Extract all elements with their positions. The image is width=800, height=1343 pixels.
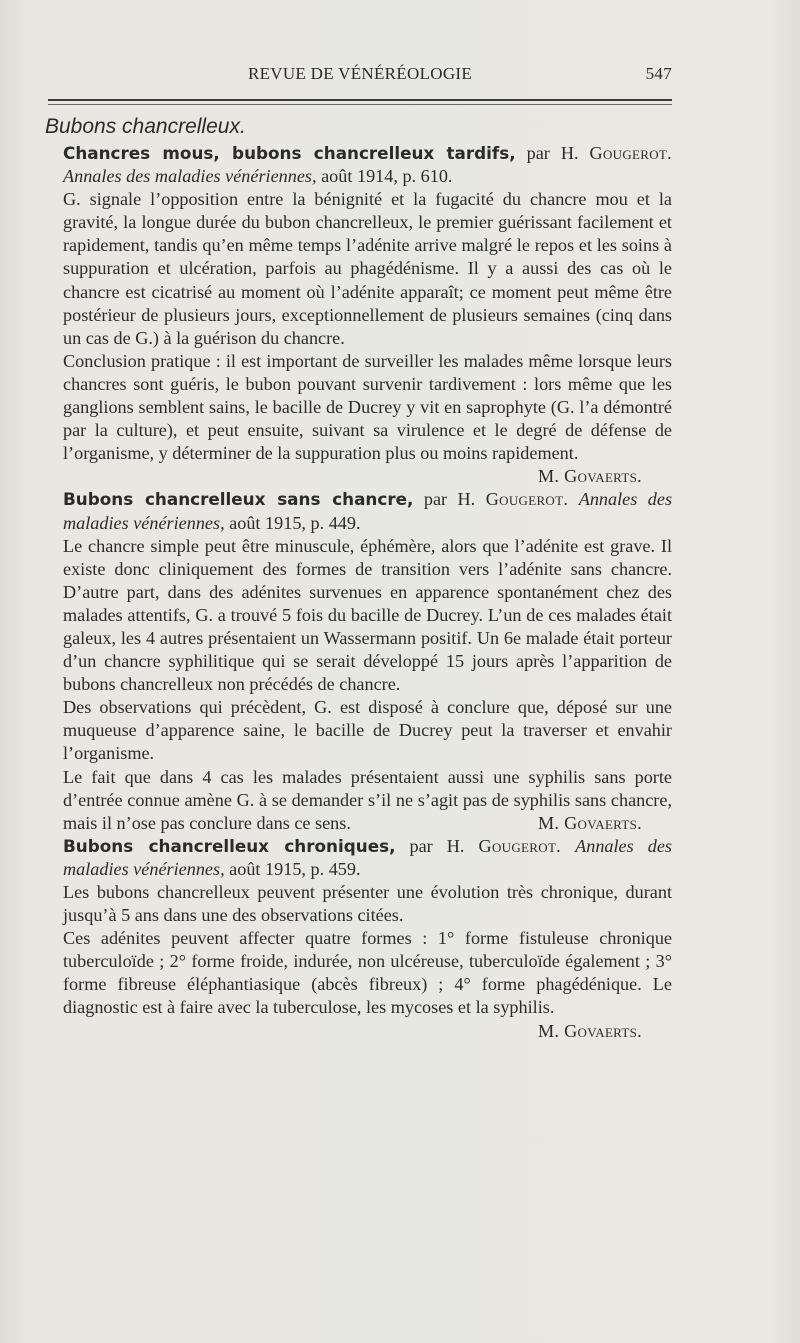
article-2-date: août 1915, p. 449. xyxy=(229,512,361,533)
header-rule-thin xyxy=(48,104,672,105)
article-3-date: août 1915, p. 459. xyxy=(229,858,361,879)
page-number: 547 xyxy=(645,64,672,83)
article-3-paragraph-2-text: Ces adénites peuvent affecter quatre formes : 1° forme fistuleuse chronique tuberculoïde ; 2° forme froide, indurée, non ulcéreuse, tuberculoïde également ; 3° forme fibreuse éléphantiasique (abcès fibreux) ; 4° forme phagédénique. Le diagnostic est à faire avec la tuberculose, les mycoses et la syphilis. xyxy=(63,928,672,1018)
article-2-citation xyxy=(63,488,672,534)
article-1-author: Gougerot. xyxy=(589,143,673,163)
article-1 xyxy=(63,142,672,488)
running-head xyxy=(48,64,672,88)
journal-title: REVUE DE VÉNÉRÉOLOGIE xyxy=(247,64,473,83)
article-3-author: Gougerot. xyxy=(478,835,562,856)
article-2-paragraph-3 xyxy=(63,766,672,835)
article-2-title: Bubons chancrelleux sans chancre, xyxy=(63,489,414,510)
article-1-by: par H. xyxy=(526,143,579,163)
article-3-signature: M. Govaerts. xyxy=(537,1020,642,1041)
article-2-paragraph-2: Des observations qui précèdent, G. est disposé à conclure que, déposé sur une muqueuse d’apparence saine, le bacille de Ducrey peut la traverser et envahir l’organisme. xyxy=(63,697,672,764)
section-title: Bubons chancrelleux. xyxy=(45,115,246,138)
article-2-signature: M. Govaerts. xyxy=(537,812,642,833)
article-1-title: Chancres mous, bubons chancrelleux tardifs, xyxy=(63,143,516,163)
article-3-by: par H. xyxy=(409,835,465,856)
article-1-signature: M. Govaerts. xyxy=(537,466,642,487)
article-1-citation xyxy=(63,142,672,188)
article-2 xyxy=(63,488,672,834)
article-3-paragraph-2 xyxy=(63,927,672,1041)
header-rule xyxy=(48,99,672,101)
article-1-journal: Annales des maladies vénériennes, xyxy=(63,166,317,187)
article-3-citation xyxy=(63,835,672,881)
article-1-paragraph-1: G. signale l’opposition entre la bénignité et la fugacité du chancre mou et la gravité, la longue durée du bubon chancrelleux, le premier guérissant facilement et rapidement, tandis qu’en même temps l’adénite arrive malgré le repos et les soins à suppuration et ulcération, parfois au phagédénisme. Il y a aussi des cas où le chancre est cicatrisé au moment où l’adénite apparaît; ce moment peut même être postérieur de plusieurs jours, exceptionnellement de plusieurs semaines (cinq dans un cas de G.) à la guérison du chancre. xyxy=(63,189,672,348)
article-2-author: Gougerot. xyxy=(485,489,569,510)
article-1-date: août 1914, p. 610. xyxy=(321,166,453,187)
article-3-paragraph-1: Les bubons chancrelleux peuvent présenter une évolution très chronique, durant jusqu’à 5 ans dans une des observations citées. xyxy=(63,882,672,926)
article-2-paragraph-1: Le chancre simple peut être minuscule, éphémère, alors que l’adénite est grave. Il existe donc cliniquement des formes de transition vers l’adénite sans chancre. D’autre part, dans des adénites survenues en apparence spontanément chez des malades attentifs, G. a trouvé 5 fois du bacille de Ducrey. L’un de ces malades était galeux, les 4 autres présentaient un Wassermann positif. Un 6e malade était porteur d’un chancre syphilitique qui se serait développé 15 jours après l’apparition de bubons chancrelleux non précédés de chancre. xyxy=(63,535,672,695)
article-3-journal: Annales des maladies vénériennes, xyxy=(63,835,673,879)
article-2-journal: Annales des maladies vénériennes, xyxy=(63,489,673,533)
page-body xyxy=(45,112,673,1043)
article-1-paragraph-2-text: Conclusion pratique : il est important de surveiller les malades même lorsque leurs chancres sont guéris, le bubon pouvant survenir tardivement : lors même que les ganglions semblent sains, le bacille de Ducrey y vit en saprophyte (G. l’a démontré par la culture), et peut ensuite, suivant sa virulence et le degré de défense de l’organisme, y déterminer de la suppuration plus ou moins rapidement. xyxy=(63,350,672,464)
article-2-by: par H. xyxy=(423,489,476,510)
article-3 xyxy=(63,835,672,1043)
article-3-title: Bubons chancrelleux chroniques, xyxy=(63,835,396,856)
article-1-paragraph-2 xyxy=(63,350,672,487)
article-2-paragraph-3-text: Le fait que dans 4 cas les malades présentaient aussi une syphilis sans porte d’entrée connue amène G. à se demander s’il ne s’agit pas de syphilis sans chancre, mais il n’ose pas conclure dans ce sens. xyxy=(63,766,672,833)
